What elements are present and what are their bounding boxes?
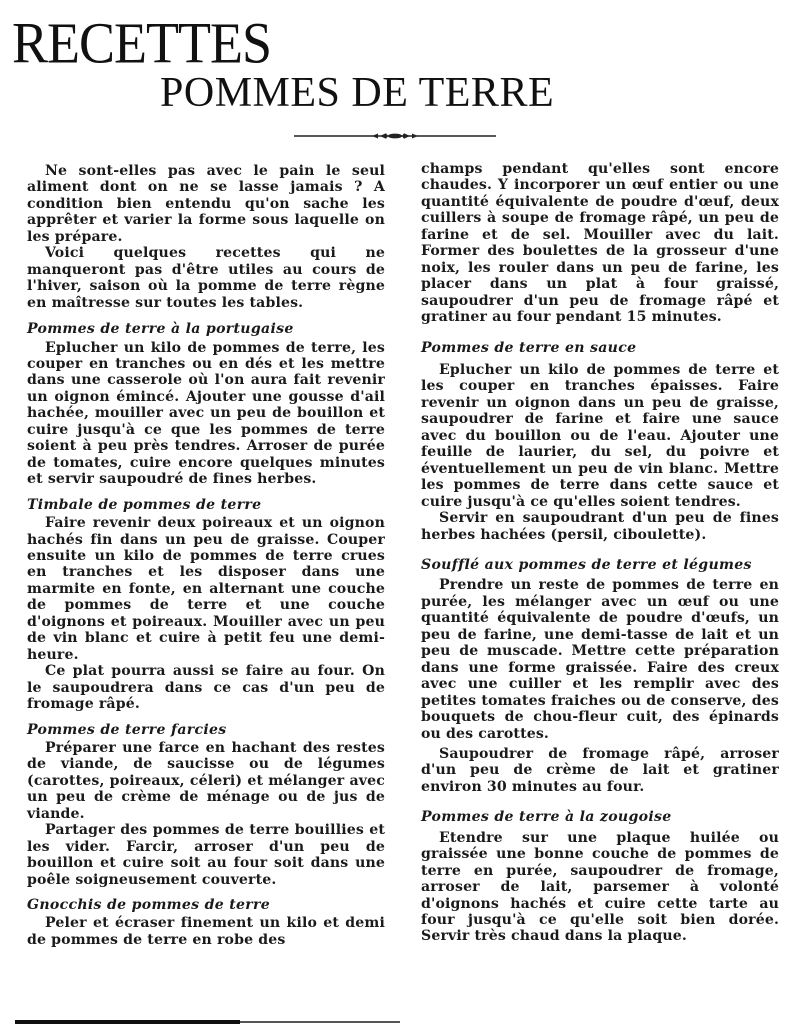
recipe-souffle <box>421 557 779 795</box>
recipe-en-sauce <box>421 340 779 543</box>
recipe-paragraph: Servir en saupoudrant d'un peu de fines herbes hachées (persil, ciboulette). <box>421 510 779 543</box>
recipe-paragraph: Saupoudrer de fromage râpé, arroser d'un peu de crème de lait et gratiner environ 30 minutes au four. <box>421 745 779 795</box>
recipe-paragraph: Peler et écraser finement un kilo et demi de pommes de terre en robe des <box>27 915 385 948</box>
recipe-timbale <box>27 497 385 713</box>
recipe-zougoise <box>421 809 779 945</box>
intro-paragraph: Voici quelques recettes qui ne manqueront pas d'être utiles au cours de l'hiver, saison où la pomme de terre règne en maîtresse sur toutes les tables. <box>27 245 385 311</box>
recipe-portugaise <box>27 321 385 488</box>
recipe-farcies <box>27 722 385 889</box>
recipe-title: Gnocchis de pommes de terre <box>27 897 271 914</box>
recipe-paragraph: Eplucher un kilo de pommes de terre et les couper en tranches épaisses. Faire revenir un oignon dans un peu de graisse, saupoudrer de farine et faire une sauce avec du bouillon ou de l'eau. Ajouter une feuille de laurier, du sel, du poivre et éventuellement un peu de vin blanc. Mettre les pommes de terre dans cette sauce et cuire jusqu'à ce qu'elles soient tendres. <box>421 361 779 510</box>
left-column <box>27 163 385 957</box>
recipe-title: Pommes de terre farcies <box>27 721 227 738</box>
recipe-paragraph: Faire revenir deux poireaux et un oignon hachés fin dans un peu de graisse. Couper ensuite un kilo de pommes de terre crues en tranches et les disposer dans une marmite en fonte, en alternant une couche de pommes de terre et une couche d'oignons et poireaux. Mouiller avec un peu de vin blanc et cuire à petit feu une demi-heure. <box>27 515 385 663</box>
ornamental-divider-icon <box>294 131 496 141</box>
recipe-paragraph: Ce plat pourra aussi se faire au four. On le saupoudrera dans ce cas d'un peu de fromage râpé. <box>27 663 385 713</box>
intro-paragraph: Ne sont-elles pas avec le pain le seul aliment dont on ne se lasse jamais ? A condition bien entendu qu'on sache les apprêter et varier la forme sous laquelle on les prépare. <box>27 163 385 245</box>
recipe-gnocchis-continued <box>421 161 779 326</box>
recipe-paragraph: Partager des pommes de terre bouillies et les vider. Farcir, arroser d'un peu de bouillon et cuire soit au four soit dans une poêle soigneusement couverte. <box>27 822 385 888</box>
recipe-paragraph: Eplucher un kilo de pommes de terre, les couper en tranches ou en dés et les mettre dans une casserole où l'on aura fait revenir un oignon émincé. Ajouter une gousse d'ail hachée, mouiller avec un peu de bouillon et cuire jusqu'à ce que les pommes de terre soient à peu près tendres. Arroser de purée de tomates, cuire encore quelques minutes et servir saupoudré de fines herbes. <box>27 339 385 488</box>
recipe-title: Soufflé aux pommes de terre et légumes <box>421 556 752 573</box>
recipe-paragraph: Prendre un reste de pommes de terre en purée, les mélanger avec un œuf ou une quantité équivalente de poudre d'œufs, un peu de farine, une demi-tasse de lait et un peu de muscade. Mettre cette préparation dans une forme graissée. Faire des creux avec une cuiller et les remplir avec des petites tomates fraiches ou de conserve, des bouquets de chou-fleur cuit, des épinards ou des carottes. <box>421 577 779 742</box>
page-title: RECETTES <box>12 10 271 76</box>
recipe-paragraph: Préparer une farce en hachant des restes de viande, de saucisse ou de légumes (carottes, poireaux, céleri) et mélanger avec un peu de crème de ménage ou de jus de viande. <box>27 739 385 822</box>
right-column <box>421 161 779 954</box>
recipe-title: Timbale de pommes de terre <box>27 496 262 513</box>
recipe-title: Pommes de terre en sauce <box>421 339 637 356</box>
page-subtitle: POMMES DE TERRE <box>160 70 555 116</box>
bottom-rule-thick <box>15 1020 240 1024</box>
recipe-gnocchis <box>27 897 385 948</box>
recipe-title: Pommes de terre à la portugaise <box>27 321 294 338</box>
bottom-rule-thin <box>240 1021 400 1023</box>
recipe-paragraph-continuation: champs pendant qu'elles sont encore chaudes. Y incorporer un œuf entier ou une quantité équivalente de poudre d'œuf, deux cuillers à soupe de fromage râpé, un peu de farine et de sel. Mouiller avec du lait. Former des boulettes de la grosseur d'une noix, les rouler dans un peu de farine, les placer dans un plat à four graissé, saupoudrer d'un peu de fromage râpé et gratiner au four pendant 15 minutes. <box>421 161 779 326</box>
intro-section <box>27 163 385 311</box>
recipe-title: Pommes de terre à la zougoise <box>421 809 672 826</box>
recipe-paragraph: Etendre sur une plaque huilée ou graissée une bonne couche de pommes de terre en purée, saupoudrer de fromage, arroser de lait, parsemer à volonté d'oignons hachés et cuire cette tarte au four jusqu'à ce qu'elle soit bien dorée. Servir très chaud dans la plaque. <box>421 829 779 945</box>
